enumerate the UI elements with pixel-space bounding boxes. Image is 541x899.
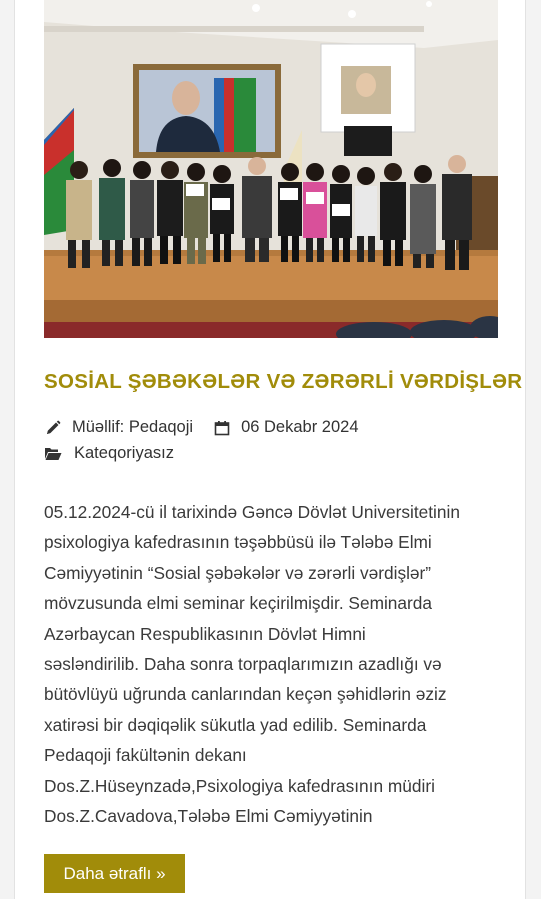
- seminar-group-photo: [44, 0, 498, 338]
- pencil-icon: [44, 419, 62, 437]
- excerpt-line: Azərbaycan Respublikasının Dövlət Himni: [44, 623, 366, 644]
- excerpt-line: Cəmiyyətinin “Sosial şəbəkələr və zərərli vərdişlər”: [44, 562, 432, 583]
- excerpt-line: xatirəsi bir dəqiqəlik sükutla yad edilib. Seminarda: [44, 714, 427, 735]
- folder-open-icon: [44, 445, 62, 463]
- excerpt-line: 05.12.2024-cü il tarixində Gəncə Dövlət Universitetinin: [44, 502, 460, 522]
- post-title[interactable]: SOSİAL ŞƏBƏKƏLƏR VƏ ZƏRƏRLİ VƏRDİŞLƏR: [44, 370, 523, 393]
- excerpt-line: psixologiya kafedrasının təşəbbüsü ilə Tələbə Elmi: [44, 532, 432, 553]
- excerpt-line: Pedaqoji fakültənin dekanı: [44, 745, 247, 766]
- post-author[interactable]: Müəllif: Pedaqoji: [72, 418, 194, 436]
- excerpt-line: mövzusunda elmi seminar keçirilmişdir. Seminarda: [44, 593, 433, 614]
- excerpt-line: səsləndirilib. Daha sonra torpaqlarımızın azadlığı və: [44, 654, 442, 675]
- post-category[interactable]: Kateqoriyasız: [74, 444, 174, 462]
- calendar-icon: [213, 419, 231, 437]
- post-card: [14, 0, 526, 899]
- post-date[interactable]: 06 Dekabr 2024: [241, 418, 359, 436]
- excerpt-line: Dos.Z.Hüseynzadə,Psixologiya kafedrasının müdiri: [44, 775, 435, 796]
- post-meta-author-date: [44, 418, 359, 437]
- excerpt-line: bütövlüyü uğrunda canlarından keçən şəhidlərin əziz: [44, 684, 447, 705]
- post-meta-category: [44, 444, 174, 463]
- post-featured-image[interactable]: [44, 0, 498, 338]
- excerpt-line: Dos.Z.Cavadova,Tələbə Elmi Cəmiyyətinin: [44, 806, 373, 827]
- post-excerpt: [44, 497, 504, 831]
- read-more-button[interactable]: Daha ətraflı »: [44, 854, 185, 893]
